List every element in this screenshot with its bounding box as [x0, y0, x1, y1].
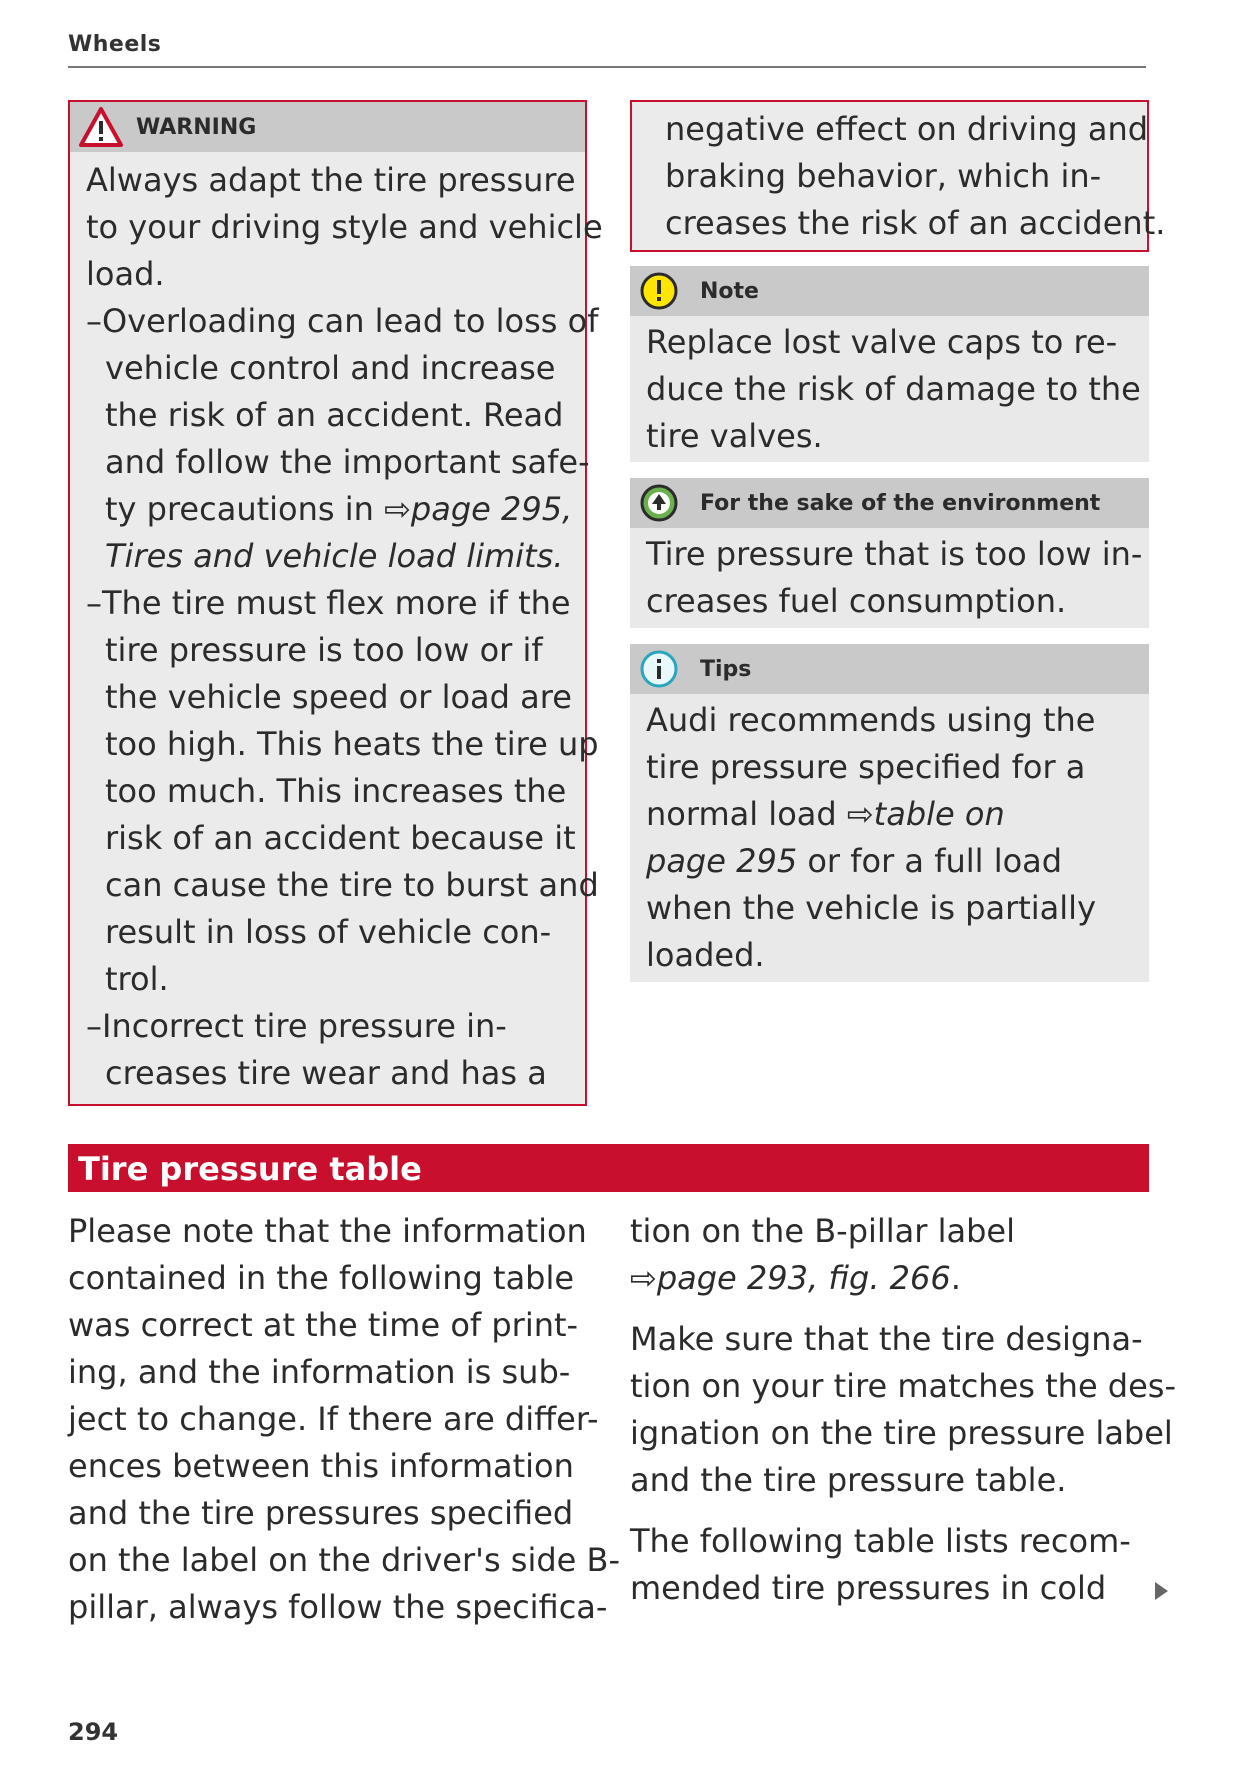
environment-header — [630, 478, 1149, 528]
warning-text: Always adapt the tire pressure to your driving style and vehicle load. –Overloading can lead to loss of vehicle control and increase the risk of an accident. Read and follow the important safe- ty precautions in ⇨page 295, Tires and vehicle load limits. –The tire must flex more if the tire pressure is too low or if the vehicle speed or load are too high. This heats the tire up too much. This increases the risk of an accident because it can cause the tire to burst and result in loss of vehicle con- trol. –Incorrect tire pressure in- creases tire wear and has a — [86, 161, 603, 1092]
warning-continuation-text: negative effect on driving and braking behavior, which in- creases the risk of an accident. — [665, 110, 1166, 242]
info-circle-icon — [638, 648, 680, 690]
environment-box — [630, 478, 1149, 628]
warning-box — [68, 100, 603, 1106]
section-right-column: tion on the B-pillar label ⇨page 293, fig. 266. Make sure that the tire designa- tion on your tire matches the des- ignation on the tire pressure label and the tire pressure table. The following table lists recom- mended tire pressures in cold — [630, 1212, 1177, 1607]
note-label: Note — [700, 279, 759, 304]
reference-title[interactable]: Tires and vehicle load limits. — [105, 537, 564, 575]
warning-continuation-box — [630, 100, 1166, 252]
page-reference-link[interactable]: page 295 — [646, 842, 798, 880]
note-text: Replace lost valve caps to re- duce the risk of damage to the tire valves. — [646, 323, 1141, 455]
environment-text: Tire pressure that is too low in- creases fuel consumption. — [646, 535, 1143, 620]
warning-label: WARNING — [136, 115, 257, 140]
figure-reference-link[interactable]: page 293, fig. 266 — [656, 1259, 951, 1297]
section-title: Tire pressure table — [78, 1150, 422, 1188]
note-box — [630, 266, 1149, 462]
warning-header — [70, 102, 585, 152]
environment-label: For the sake of the environment — [700, 491, 1101, 516]
tips-box — [630, 644, 1149, 982]
section-heading-bar — [68, 1144, 1149, 1192]
page-reference-link[interactable]: page 295, — [410, 490, 573, 528]
chapter-title: Wheels — [68, 32, 162, 57]
table-reference-link[interactable]: table on — [873, 795, 1005, 833]
tips-label: Tips — [700, 657, 752, 682]
arrow-reference-icon: ⇨ — [384, 490, 411, 528]
header-rule — [68, 66, 1146, 68]
note-header — [630, 266, 1149, 316]
continue-arrow-icon — [1155, 1582, 1168, 1600]
section-left-column: Please note that the information contained in the following table was correct at the time of print- ing, and the information is sub- ject to change. If there are differ- ences between this information and the tire pressures specified on the label on the driver's side B- pillar, always follow the specifica- — [68, 1212, 621, 1626]
tips-header — [630, 644, 1149, 694]
page-number: 294 — [68, 1718, 119, 1746]
tips-text: Audi recommends using the tire pressure specified for a normal load ⇨table on page 295 or for a full load when the vehicle is partially loaded. — [646, 701, 1096, 974]
exclamation-circle-icon — [638, 270, 680, 312]
arrow-reference-icon: ⇨ — [630, 1259, 657, 1297]
arrow-reference-icon: ⇨ — [846, 795, 874, 833]
tree-leaf-icon — [638, 482, 680, 524]
warning-triangle-icon — [78, 106, 124, 148]
